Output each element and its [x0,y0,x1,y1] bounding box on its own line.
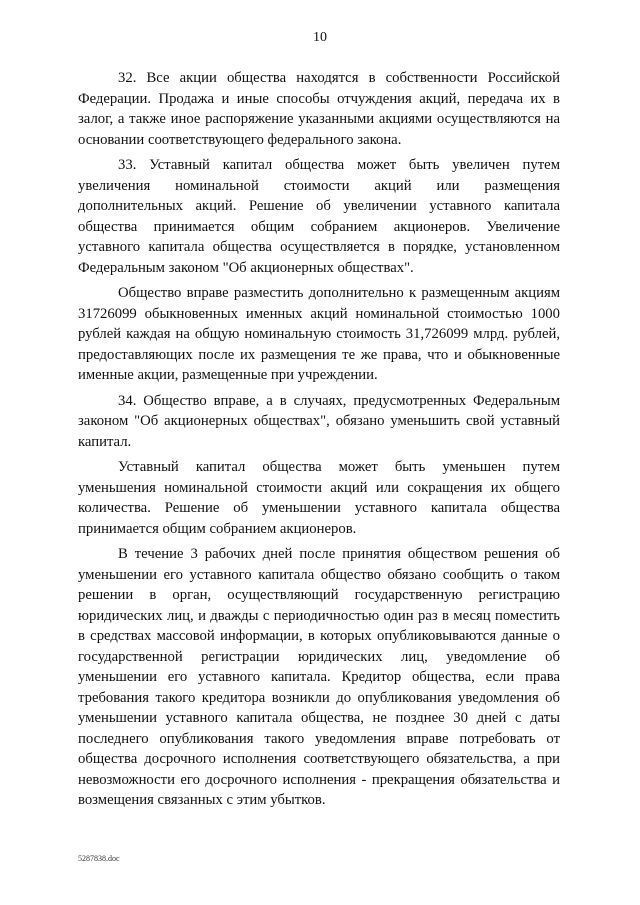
page-number: 10 [313,30,327,45]
paragraph-creditor-notice: В течение 3 рабочих дней после принятия обществом решения об уменьшении его уставного капитала общество обязано сообщить о таком решении в орган, осуществляющий государственную регистрацию юридических лиц, и дважды с периодичностью один раз в месяц поместить в средствах массовой информации, в которых опубликовываются данные о государственной регистрации юридических лиц, уведомление об уменьшении его уставного капитала. Кредитор общества, если права требования такого кредитора возникли до опубликования уведомления об уменьшении уставного капитала общества, не позднее 30 дней с даты последнего опубликования такого уведомления вправе потребовать от общества досрочного исполнения соответствующего обязательства, а при невозможности его досрочного исполнения - прекращения обязательства и возмещения связанных с этим убытков. [78,546,560,808]
paragraph-33: 33. Уставный капитал общества может быть увеличен путем увеличения номинальной стоимости акций или размещения дополнительных акций. Решение об увеличении уставного капитала общества принимается общим собранием акционеров. Увеличение уставного капитала общества осуществляется в порядке, установленном Федеральным законом "Об акционерных обществах". [78,157,560,276]
paragraph-32: 32. Все акции общества находятся в собственности Российской Федерации. Продажа и иные способы отчуждения акций, передача их в залог, а также иное распоряжение указанными акциями осуществляются на основании соответствующего федерального закона. [78,70,560,148]
paragraph-additional-shares: Общество вправе разместить дополнительно к размещенным акциям 31726099 обыкновенных именных акций номинальной стоимостью 1000 рублей каждая на общую номинальную стоимость 31,726099 млрд. рублей, предоставляющих после их размещения те же права, что и обыкновенные именные акции, размещенные при учреждении. [78,285,560,383]
paragraph-34: 34. Общество вправе, а в случаях, предусмотренных Федеральным законом "Об акционерных обществах", обязано уменьшить свой уставный капитал. [78,392,560,450]
document-body [78,68,560,816]
document-file-code: 5287838.doc [78,854,120,863]
paragraph-capital-reduction: Уставный капитал общества может быть уменьшен путем уменьшения номинальной стоимости акций или сокращения их общего количества. Решение об уменьшении уставного капитала общества принимается общим собранием акционеров. [78,459,560,537]
